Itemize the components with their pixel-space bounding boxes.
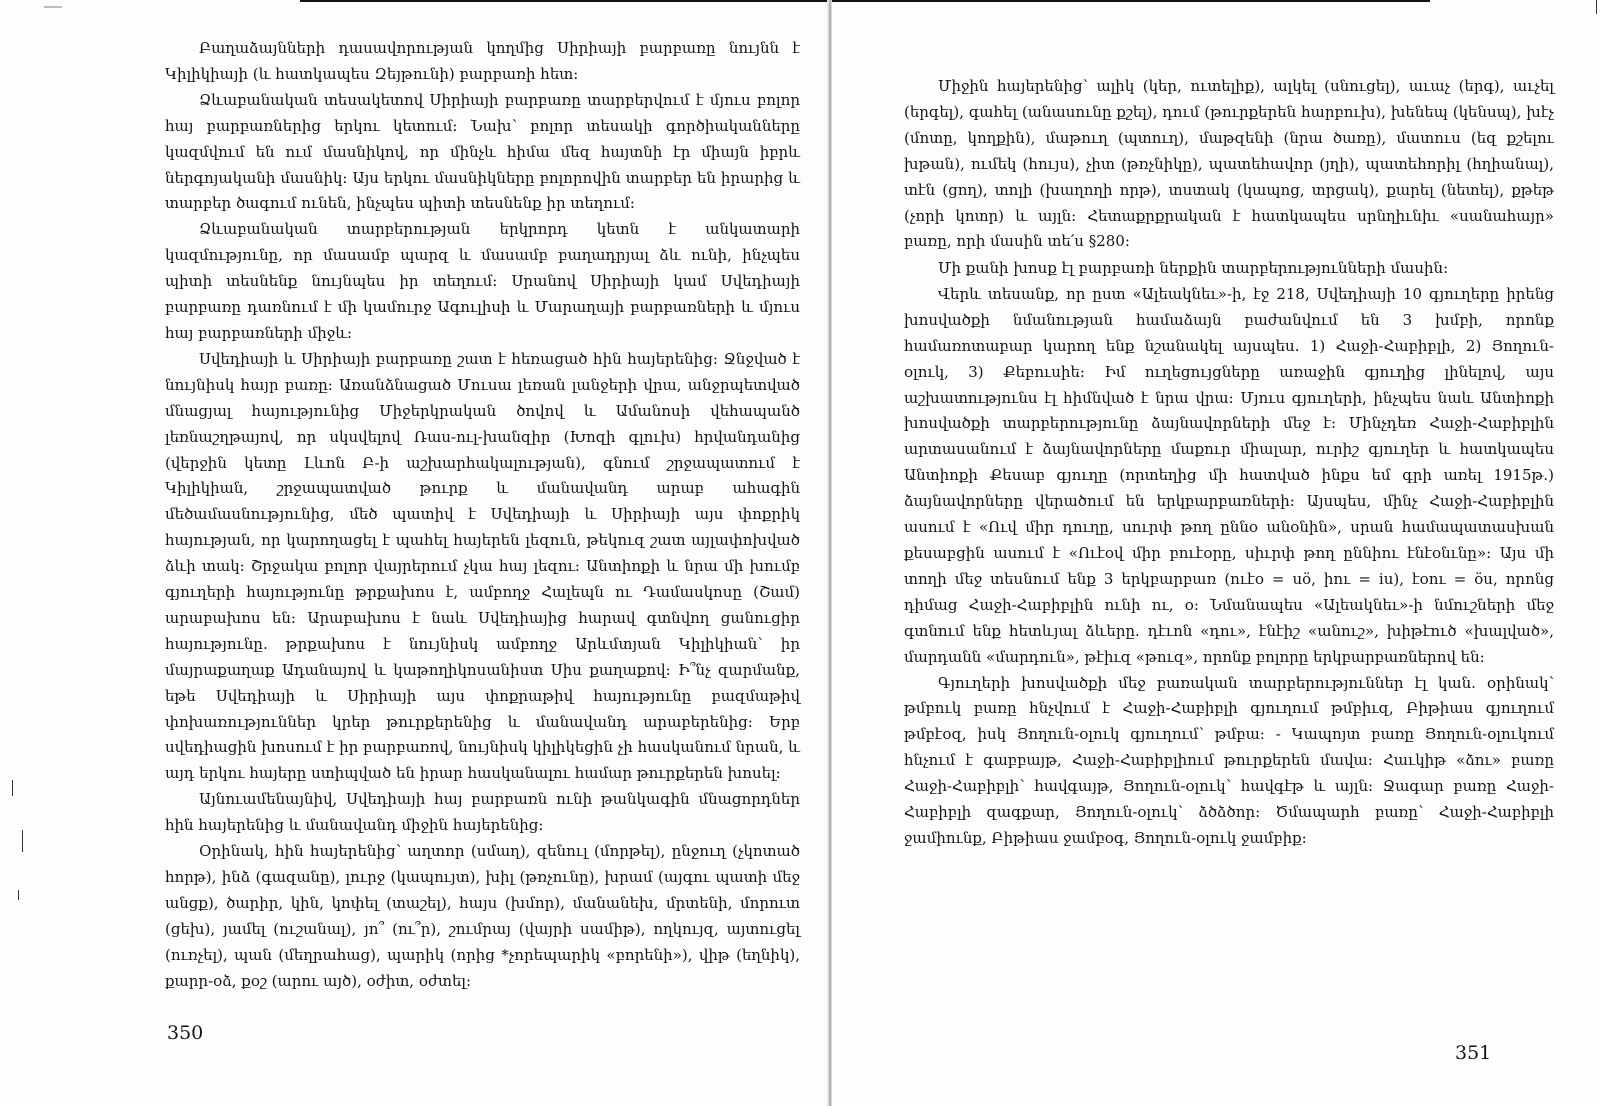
paragraph: Միջին հայերենից՝ ալիկ (կեր, ուտելիք), ալկել (սնուցել), աւաչ (երգ), աւչել (երգել), գահել (անասունը քշել), դում (թուրքերեն հարբուխ), խենեպ (կենսպ), խէչ (մոտը, կողքին), մաթուղ (պտուղ), մաթզենի (նրա ծառը), մատուս (եզ քշելու խթան), ումեկ (հույս), չիտ (թռչնիկը), պատեհավոր (յղի), պատեհորիլ (հղիանալ), տէն (ցող), տոլի (խաղողի որթ), տստակ (կապոց, տրցակ), քարել (նետել), քթեթ (չորի կոտր) և այլն: Հետաքրքրական է հատկապես սրնղիւնիւ «սանահայր» բառը, որի մասին տե՛ս §280: <box>904 77 1554 251</box>
page-number: 351 <box>1455 1042 1492 1064</box>
right-page <box>834 0 1600 1106</box>
paragraph: Ձևաբանական տարբերության երկրորդ կետն է անկատարի կազմությունը, որ մասամբ պարզ և մասամբ բաղադրյալ ձև ունի, ինչպես պիտի տեսնենք նույնպես իր տեղում: Սրանով Սիրիայի կամ Սվեդիայի բարբառը դառնում է մի կամուրջ Ագուլիսի և Մարաղայի բարբառների և մյուս հայ բարբառների միջև: <box>165 220 800 342</box>
paragraph: Օրինակ, հին հայերենից՝ աղտոր (սմաղ), զենուլ (մորթել), ընջուղ (չկոտած հորթ), ինձ (գազանը), լուրջ (կապույտ), խիլ (թռչունը), խրամ (այգու պատի մեջ անցք), ծարիր, կին, կոփել (տաշել), հայս (խմոր), մանանեխ, մրտենի, մորուտ (ցեխ), յամել (ուշանալ), յո՞ (ու՞ր), շումրայ (վայրի սամիթ), ողկույզ, այտուցել (ուռչել), պան (մեղրահաց), պարիկ (որից *չորեպարիկ «բորենի»), վիթ (եղնիկ), քարր-օձ, քօշ (արու այծ), օժիտ, օժտել: <box>165 842 800 990</box>
paragraph: Բաղաձայնների դասավորության կողմից Սիրիայի բարբառը նույնն է Կիլիկիայի (և հատկապես Զեյթունի) բարբառի հետ: <box>165 39 800 83</box>
page-number: 350 <box>167 1022 204 1044</box>
paragraph: Այնուամենայնիվ, Սվեդիայի հայ բարբառն ունի թանկագին մնացորդներ հին հայերենից և մանավանդ միջին հայերենից: <box>165 790 800 835</box>
paragraph: Սվեդիայի և Սիրիայի բարբառը շատ է հեռացած հին հայերենից: Ջնջված է նույնիսկ հայր բառը: Առանձնացած Մուսա լեռան լանջերի վրա, անջրպետված մնացյալ հայությունից Միջերկրական ծովով և Ամանոսի վեհապանծ լեռնաշղթայով, որ սկսվելով Ռաս-ուլ-խանզիր (Խոզի գլուխ) հրվանդանից (վերջին կետը Լևոն Բ-ի աշխարհակալության), գնում շրջապատում է Կիլիկիան, շրջապատված թուրք և մանավանդ արաբ ահագին մեծամասնությունից, մեծ պատիվ է Սվեդիայի և Սիրիայի այս փոքրիկ հայության, որ կարողացել է պահել հայերեն լեզուն, թեկուզ շատ այլափոխված ձևի տակ: Շրջակա բոլոր վայրերում չկա հայ լեզու: Անտիոքի և նրա մի խումբ գյուղերի հայությունը թրքախոս է, ամբողջ Հալեպն ու Դամասկոսը (Շամ) արաբախոս են: Արաբախոս է նաև Սվեդիայից հարավ գտնվող ցանուցիր հայությունը. թրքախոս է նույնիսկ ամբողջ Արևմտյան Կիլիկիան՝ իր մայրաքաղաք Ադանայով և կաթողիկոսանիստ Սիս քաղաքով: Ի՞նչ զարմանք, եթե Սվեդիայի և Սիրիայի այս փոքրաթիվ հայությունը բազմաթիվ փոխառություններ կրեր թուրքերենից և մանավանդ արաբերենից: Երբ սվեդիացին խոսում է իր բարբառով, նույնիսկ կիլիկեցին չի հասկանում նրան, և այդ երկու հայերը ստիպված են իրար հասկանալու համար թուրքերեն խոսել: <box>165 349 800 783</box>
book-gutter <box>827 0 832 1106</box>
right-text-column <box>904 256 1554 852</box>
paragraph: Վերև տեսանք, որ ըստ «Ալեակնեւ»-ի, էջ 218, Սվեդիայի 10 գյուղերը իրենց խոսվածքի նմանության համաձայն բաժանվում են 3 խմբի, որոնք համառոտաբար կարող ենք նշանակել այսպես. 1) Հաջի-Հաբիբլի, 2) Յողուն-օլուկ, 3) Քեբուսիե: Իմ ուղեցույցները առաջին գյուղից լինելով, այս աշխատությունս էլ հիմնված է նրա վրա: Մյուս գյուղերի, ինչպես նաև Անտիոքի խոսվածքի տարբերությունը ձայնավորների մեջ է: Մինչդեռ Հաջի-Հաբիբլին արտասանում է ձայնավորները մաքուր միալար, ուրիշ գյուղեր և հատկապես Անտիոքի Քեսաբ գյուղը (որտեղից մի հատված ինքս եմ գրի առել 1915թ.) ձայնավորները վերածում են երկբարբառների: Այսպես, մինչ Հաջի-Հաբիբլին ասում է «Ուվ միր դուղը, սուրփ թող ըննօ անօնին», սրան համապատասխան քեսաբցին ասում է «Ուէօվ միր բուէօրը, սիւրփ թող ըննիու էնէօնւնը»: Այս մի տողի մեջ տեսնում ենք 3 երկբարբառ (ուէօ = սö, իու = iu), էօու = öu, որոնց դիմաց Հաջի-Հաբիբլին ունի ու, օ: Նմանապես «Ալեակնեւ»-ի նմուշների մեջ գտնում ենք հետևյալ ձևերը. դէւոն «դու», էնէիշ «անուշ», խիթէուծ «խալված», մարդանն «մարդուն», թէիւզ «թուզ», որոնք բոլորը երկբարբառներով են: <box>904 284 1554 666</box>
paragraph: Ձևաբանական տեսակետով Սիրիայի բարբառը տարբերվում է մյուս բոլոր հայ բարբառներից երկու կետում: Նախ՝ բոլոր տեսակի գործիականները կազմվում են ում մասնիկով, որ մինչև հիմա մեզ հայտնի էր միայն իբրև ներգոյականի մասնիկ: Այս երկու մասնիկները բոլորովին տարբեր են իրարից և տարբեր ծագում ունեն, ինչպես պիտի տեսնենք իր տեղում: <box>165 90 800 213</box>
right-text-column-top <box>904 74 1554 255</box>
paragraph: Գյուղերի խոսվածքի մեջ բառական տարբերություններ էլ կան. օրինակ՝ թմբուկ բառը հնչվում է Հաջի-Հաբիբլի գյուղում թմբիւզ, Բիթիաս գյուղում թմբէօզ, իսկ Յողուն-օլուկ գյուղում՝ թմբա: - Կապոյտ բառը Յողուն-օլուկում հնչում է գաբբայթ, Հաջի-Հաբիբլիում թուրքերեն մավա: Հաւկիթ «ձու» բառը Հաջի-Հաբիբլի՝ հավգայթ, Յողուն-օլուկ՝ հավգէթ և այլն: Ջագար բառը Հաջի-Հաբիբլի զագքար, Յողուն-օլուկ՝ ձծձծոր: Ծմապարհ բառը՝ Հաջի-Հաբիբլի ջամիունք, Բիթիաս ջամբօգ, Յողուն-օլուկ ջամբիք: <box>904 673 1554 847</box>
paragraph: Մի քանի խոսք էլ բարբառի ներքին տարբերությունների մասին: <box>938 259 1449 277</box>
left-text-column <box>165 36 800 995</box>
